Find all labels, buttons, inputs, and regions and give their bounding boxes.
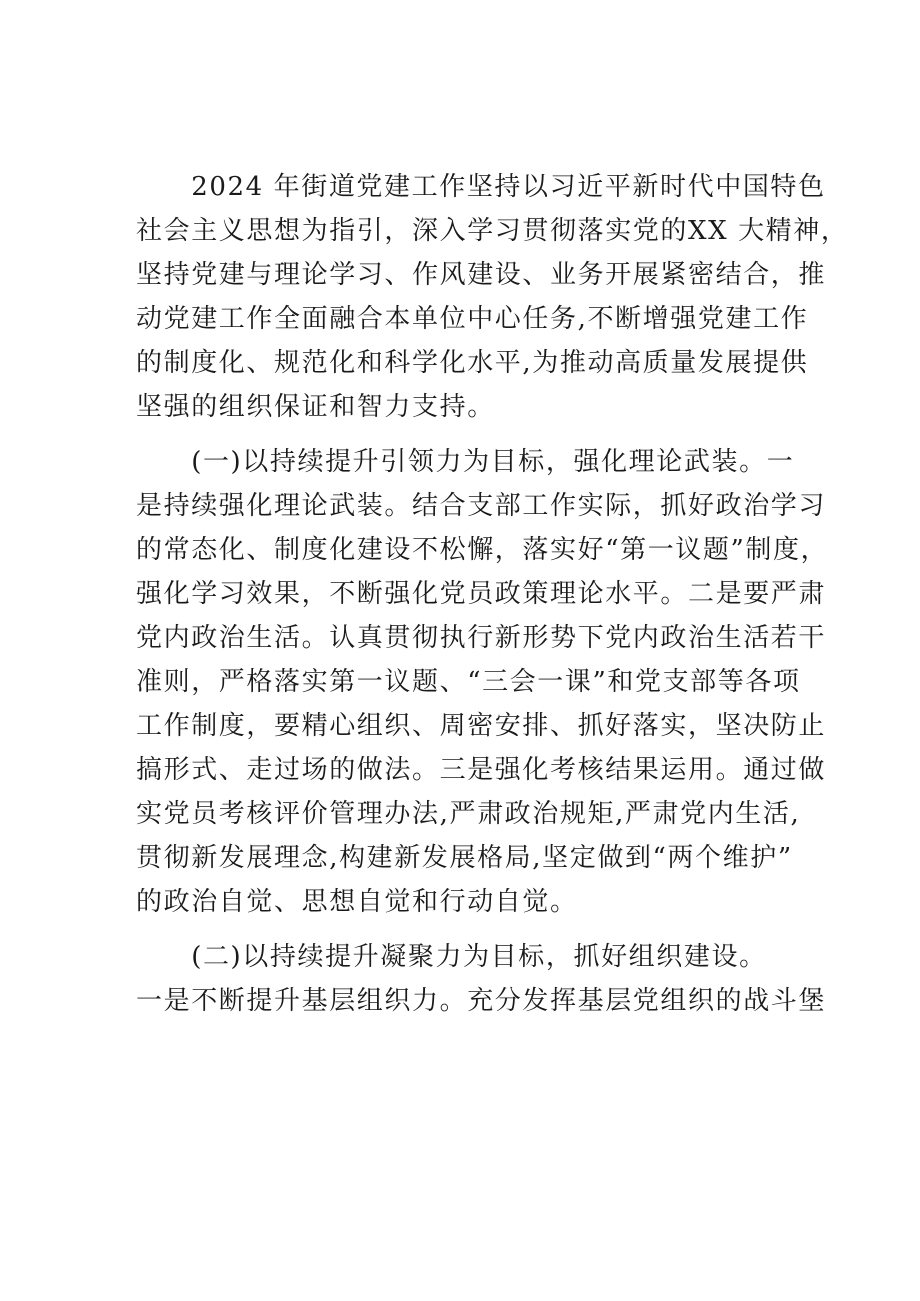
text-line: 党内政治生活。认真贯彻执行新形势下党内政治生活若干 (136, 623, 827, 653)
document-body (136, 165, 849, 1023)
text-line: 社会主义思想为指引，深入学习贯彻落实党的XX 大精神， (136, 216, 849, 246)
text-line: 的政治自觉、思想自觉和行动自觉。 (136, 887, 578, 917)
text-line: 准则，严格落实第一议题、“三会一课”和党支部等各项 (136, 667, 801, 697)
text-line: (二)以持续提升凝聚力为目标，抓好组织建设。 (136, 942, 767, 972)
text-line: (一)以持续提升引领力为目标，强化理论武装。一 (136, 447, 795, 477)
paragraph-intro (136, 165, 849, 429)
text-line: 的制度化、规范化和科学化水平,为推动高质量发展提供 (136, 348, 809, 378)
text-line: 坚强的组织保证和智力支持。 (136, 392, 495, 422)
text-line: 实党员考核评价管理办法,严肃政治规矩,严肃党内生活, (136, 799, 801, 829)
text-line: 强化学习效果，不断强化党员政策理论水平。二是要严肃 (136, 579, 827, 609)
text-line: 贯彻新发展理念,构建新发展格局,坚定做到“两个维护” (136, 843, 793, 873)
paragraph-section-2 (136, 935, 827, 1023)
text-line: 是持续强化理论武装。结合支部工作实际，抓好政治学习 (136, 491, 827, 521)
paragraph-spacing (136, 924, 796, 935)
paragraph-spacing (136, 429, 796, 440)
text-line: 搞形式、走过场的做法。三是强化考核结果运用。通过做 (136, 755, 827, 785)
text-line: 2024 年街道党建工作坚持以习近平新时代中国特色 (136, 172, 826, 202)
text-line: 的常态化、制度化建设不松懈，落实好“第一议题”制度， (136, 535, 829, 565)
paragraph-section-1 (136, 440, 829, 924)
text-line: 坚持党建与理论学习、作风建设、业务开展紧密结合，推 (136, 260, 827, 290)
text-line: 工作制度，要精心组织、周密安排、抓好落实，坚决防止 (136, 711, 827, 741)
text-line: 一是不断提升基层组织力。充分发挥基层党组织的战斗堡 (136, 986, 827, 1016)
text-line: 动党建工作全面融合本单位中心任务,不断增强党建工作 (136, 304, 809, 334)
